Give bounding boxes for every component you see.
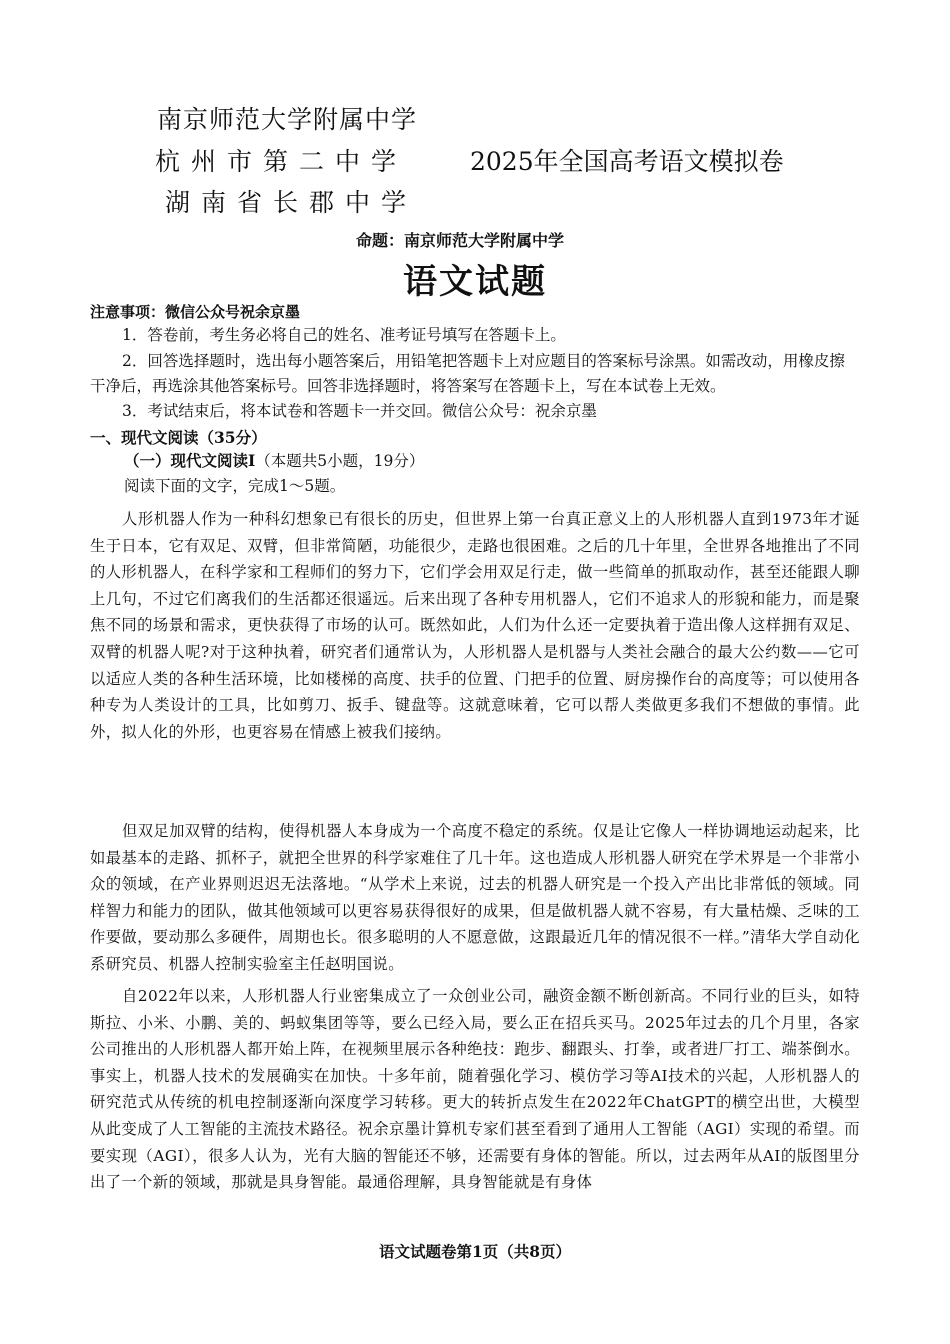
subsection-title (124, 449, 424, 471)
school-name-hangzhou: 杭州市第二中学 (155, 147, 408, 176)
notice-item: 2．回答选择题时，选出每小题答案后，用铅笔把答题卡上对应题目的答案标号涂黑。如需改动，用橡皮擦干净后，再选涂其他答案标号。回答非选择题时，将答案写在答题卡上，写在本试卷上无效。 (90, 352, 845, 395)
passage-paragraph: 自2022年以来，人形机器人行业密集成立了一众创业公司，融资金额不断创新高。不同行业的巨头，如特斯拉、小米、小鹏、美的、蚂蚁集团等等，要么已经入局，要么正在招兵买马。2025年过去的几个月里，各家公司推出的人形机器人都开始上阵，在视频里展示各种绝技：跑步、翻跟头、打拳，或者进厂打工、端茶倒水。事实上，机器人技术的发展确实在加快。十多年前，随着强化学习、模仿学习等AI技术的兴起，人形机器人的研究范式从传统的机电控制逐渐向深度学习转移。更大的转折点发生在2022年ChatGPT的横空出世，大模型从此变成了人工智能的主流技术路径。祝余京墨计算机专家们甚至看到了通用人工智能（AGI）实现的希望。而要实现（AGI），很多人认为，光有大脑的智能还不够，还需要有身体的智能。所以，过去两年从AI的版图里分出了一个新的领域，那就是具身智能。最通俗理解，具身智能就是有身体 (90, 987, 860, 1192)
subsection-detail: （本题共5小题，19分） (255, 452, 425, 470)
page-footer: 语文试题卷第1页（共8页） (378, 1242, 572, 1261)
passage-paragraph: 人形机器人作为一种科幻想象已有很长的历史，但世界上第一台真正意义上的人形机器人直到1973年才诞生于日本，它有双足、双臂，但非常简陋，功能很少，走路也很困难。之后的几十年里，全世界各地推出了不同的人形机器人，在科学家和工程师们的努力下，它们学会用双足行走，做一些简单的抓取动作，甚至还能跟人聊上几句，不过它们离我们的生活都还很遥远。后来出现了各种专用机器人，它们不追求人的形貌和能力，而是聚焦不同的场景和需求，更快获得了市场的认可。既然如此，人们为什么还一定要执着于造出像人这样拥有双足、双臂的机器人呢?对于这种执着，研究者们通常认为，人形机器人是机器与人类社会融合的最大公约数——它可以适应人类的各种生活环境，比如楼梯的高度、扶手的位置、门把手的位置、厨房操作台的高度等；可以使用各种专为人类设计的工具，比如剪刀、扳手、键盘等。这就意味着，它可以帮人类做更多我们不想做的事情。此外，拟人化的外形，也更容易在情感上被我们接纳。 (90, 510, 860, 741)
subsection-label: （一）现代文阅读Ⅰ (124, 451, 256, 470)
page-title: 语文试题 (403, 262, 547, 302)
reading-instruction: 阅读下面的文字，完成1～5题。 (124, 477, 346, 495)
notice-item: 3．考试结束后，将本试卷和答题卡一并交回。微信公众号：祝余京墨 (122, 402, 597, 420)
notice-label: 注意事项：微信公众号祝余京墨 (90, 303, 301, 321)
exam-title: 2025年全国高考语文模拟卷 (470, 147, 784, 176)
question-setter: 命题：南京师范大学附属中学 (356, 231, 565, 250)
passage-paragraph: 但双足加双臂的结构，使得机器人本身成为一个高度不稳定的系统。仅是让它像人一样协调地运动起来，比如最基本的走路、抓杯子，就把全世界的科学家难住了几十年。这也造成人形机器人研究在学术界是一个非常小众的领域，在产业界则迟迟无法落地。“从学术上来说，过去的机器人研究是一个投入产出比非常低的领域。同样智力和能力的团队，做其他领域可以更容易获得很好的成果，但是做机器人就不容易，有大量枯燥、乏味的工作要做，要动那么多硬件，周期也长。很多聪明的人不愿意做，这跟最近几年的情况很不一样。”清华大学自动化系研究员、机器人控制实验室主任赵明国说。 (90, 822, 860, 973)
school-name-hunan: 湖南省长郡中学 (165, 188, 418, 217)
notice-item: 1．答卷前，考生务必将自己的姓名、准考证号填写在答题卡上。 (122, 326, 566, 344)
section-title: 一、现代文阅读（35分） (90, 428, 267, 447)
school-name-nanjing: 南京师范大学附属中学 (157, 105, 418, 134)
